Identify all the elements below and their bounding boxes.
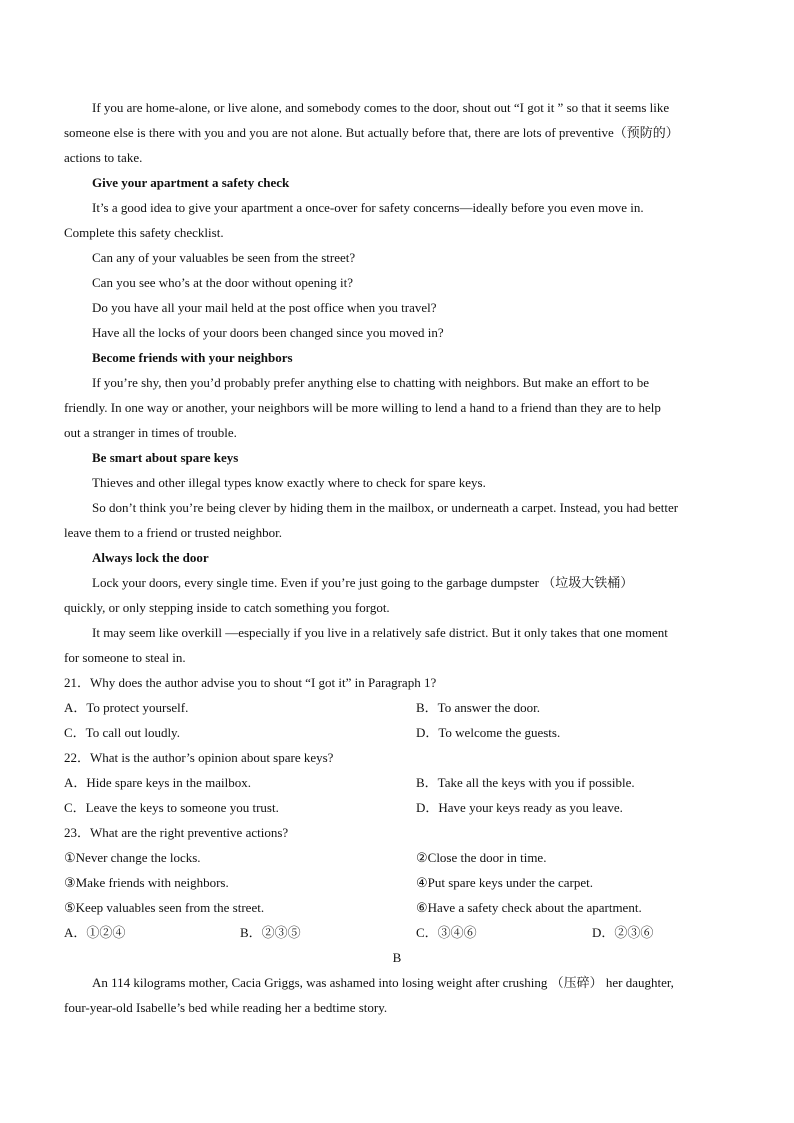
checklist-item: Have all the locks of your doors been changed since you moved in? xyxy=(92,325,444,340)
question-22: 22．What is the author’s opinion about spare keys? xyxy=(64,750,334,765)
option-a: A．①②④ xyxy=(64,925,126,940)
statements-row xyxy=(64,895,730,920)
options-row xyxy=(64,695,730,720)
paragraph-line: out a stranger in times of trouble. xyxy=(64,425,237,440)
paragraph-line: If you’re shy, then you’d probably prefer anything else to chatting with neighbors. But make an effort to be xyxy=(92,375,650,390)
statements-row xyxy=(64,870,730,895)
paragraph-line: friendly. In one way or another, your neighbors will be more willing to lend a hand to a friend than they are to help xyxy=(64,400,661,415)
paragraph-line: Thieves and other illegal types know exactly where to check for spare keys. xyxy=(92,475,486,490)
section-heading: Become friends with your neighbors xyxy=(92,350,293,365)
option-a: A．To protect yourself. xyxy=(64,700,189,715)
statements-row xyxy=(64,845,730,870)
options-row xyxy=(64,720,730,745)
paragraph-line: for someone to steal in. xyxy=(64,650,186,665)
option-d: D．Have your keys ready as you leave. xyxy=(416,800,623,815)
paragraph-line: leave them to a friend or trusted neighbor. xyxy=(64,525,283,540)
paragraph-line: four-year-old Isabelle’s bed while reading her a bedtime story. xyxy=(64,1000,388,1015)
checklist-item: Can any of your valuables be seen from the street? xyxy=(92,250,356,265)
options-row xyxy=(64,770,730,795)
section-heading: Give your apartment a safety check xyxy=(92,175,290,190)
options-row xyxy=(64,920,730,945)
paragraph-line: It may seem like overkill —especially if you live in a relatively safe district. But it only takes that one moment xyxy=(92,625,668,640)
options-row xyxy=(64,795,730,820)
document-page xyxy=(64,95,730,1020)
statement-6: ⑥Have a safety check about the apartment. xyxy=(416,900,642,915)
option-c: C．Leave the keys to someone you trust. xyxy=(64,800,279,815)
option-d: D．②③⑥ xyxy=(592,925,654,940)
passage-label: B xyxy=(392,950,402,965)
paragraph-line: actions to take. xyxy=(64,150,143,165)
paragraph-line: It’s a good idea to give your apartment a once-over for safety concerns—ideally before you even move in. xyxy=(92,200,644,215)
question-23: 23．What are the right preventive actions? xyxy=(64,825,289,840)
paragraph-line: If you are home-alone, or live alone, and somebody comes to the door, shout out “I got it ” so that it seems like xyxy=(92,100,670,115)
statement-1: ①Never change the locks. xyxy=(64,850,201,865)
option-a: A．Hide spare keys in the mailbox. xyxy=(64,775,252,790)
option-d: D．To welcome the guests. xyxy=(416,725,561,740)
option-b: B．To answer the door. xyxy=(416,700,541,715)
statement-5: ⑤Keep valuables seen from the street. xyxy=(64,900,265,915)
paragraph-line: So don’t think you’re being clever by hiding them in the mailbox, or underneath a carpet. Instead, you had better xyxy=(92,500,679,515)
paragraph-line: someone else is there with you and you are not alone. But actually before that, there are lots of preventive（预防的） xyxy=(64,125,679,140)
option-b: B．Take all the keys with you if possible. xyxy=(416,775,635,790)
section-heading: Be smart about spare keys xyxy=(92,450,239,465)
statement-3: ③Make friends with neighbors. xyxy=(64,875,229,890)
checklist-item: Can you see who’s at the door without opening it? xyxy=(92,275,354,290)
statement-4: ④Put spare keys under the carpet. xyxy=(416,875,593,890)
section-heading: Always lock the door xyxy=(92,550,209,565)
paragraph-line: Complete this safety checklist. xyxy=(64,225,224,240)
paragraph-line: quickly, or only stepping inside to catch something you forgot. xyxy=(64,600,390,615)
option-c: C．③④⑥ xyxy=(416,925,477,940)
option-b: B．②③⑤ xyxy=(240,925,301,940)
paragraph-line: An 114 kilograms mother, Cacia Griggs, was ashamed into losing weight after crushing （压碎） her daughter, xyxy=(92,975,674,990)
paragraph-line: Lock your doors, every single time. Even if you’re just going to the garbage dumpster （垃圾大铁桶） xyxy=(92,575,634,590)
checklist-item: Do you have all your mail held at the post office when you travel? xyxy=(92,300,437,315)
option-c: C．To call out loudly. xyxy=(64,725,180,740)
question-21: 21．Why does the author advise you to shout “I got it” in Paragraph 1? xyxy=(64,675,437,690)
statement-2: ②Close the door in time. xyxy=(416,850,547,865)
